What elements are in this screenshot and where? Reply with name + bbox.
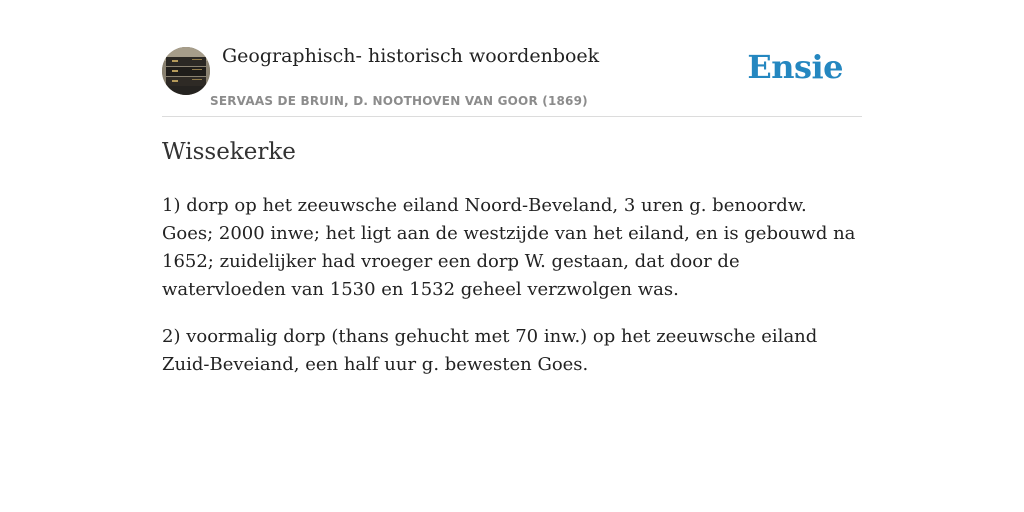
book-title[interactable]: Geographisch- historisch woordenboek	[222, 45, 600, 67]
brand-logo[interactable]: Ensie	[747, 48, 843, 86]
book-cover-image	[162, 47, 210, 95]
header	[162, 0, 862, 117]
book-author: SERVAAS DE BRUIN, D. NOOTHOVEN VAN GOOR (1869)	[210, 94, 588, 108]
book-cover-avatar[interactable]	[162, 47, 210, 95]
entry-card	[162, 0, 862, 375]
headword: Wissekerke	[162, 139, 296, 165]
definition-2: 2) voormalig dorp (thans gehucht met 70 inw.) op het zeeuwsche eiland Zuid-Beveiand, een half uur g. bewesten Goes.	[162, 326, 818, 375]
definition-1: 1) dorp op het zeeuwsche eiland Noord-Beveland, 3 uren g. benoordw. Goes; 2000 inwe; het ligt aan de westzijde van het eiland, en is gebouwd na 1652; zuidelijker had vroeger een dorp W. gestaan, dat door de watervloeden van 1530 en 1532 geheel verzwolgen was.	[162, 195, 856, 300]
